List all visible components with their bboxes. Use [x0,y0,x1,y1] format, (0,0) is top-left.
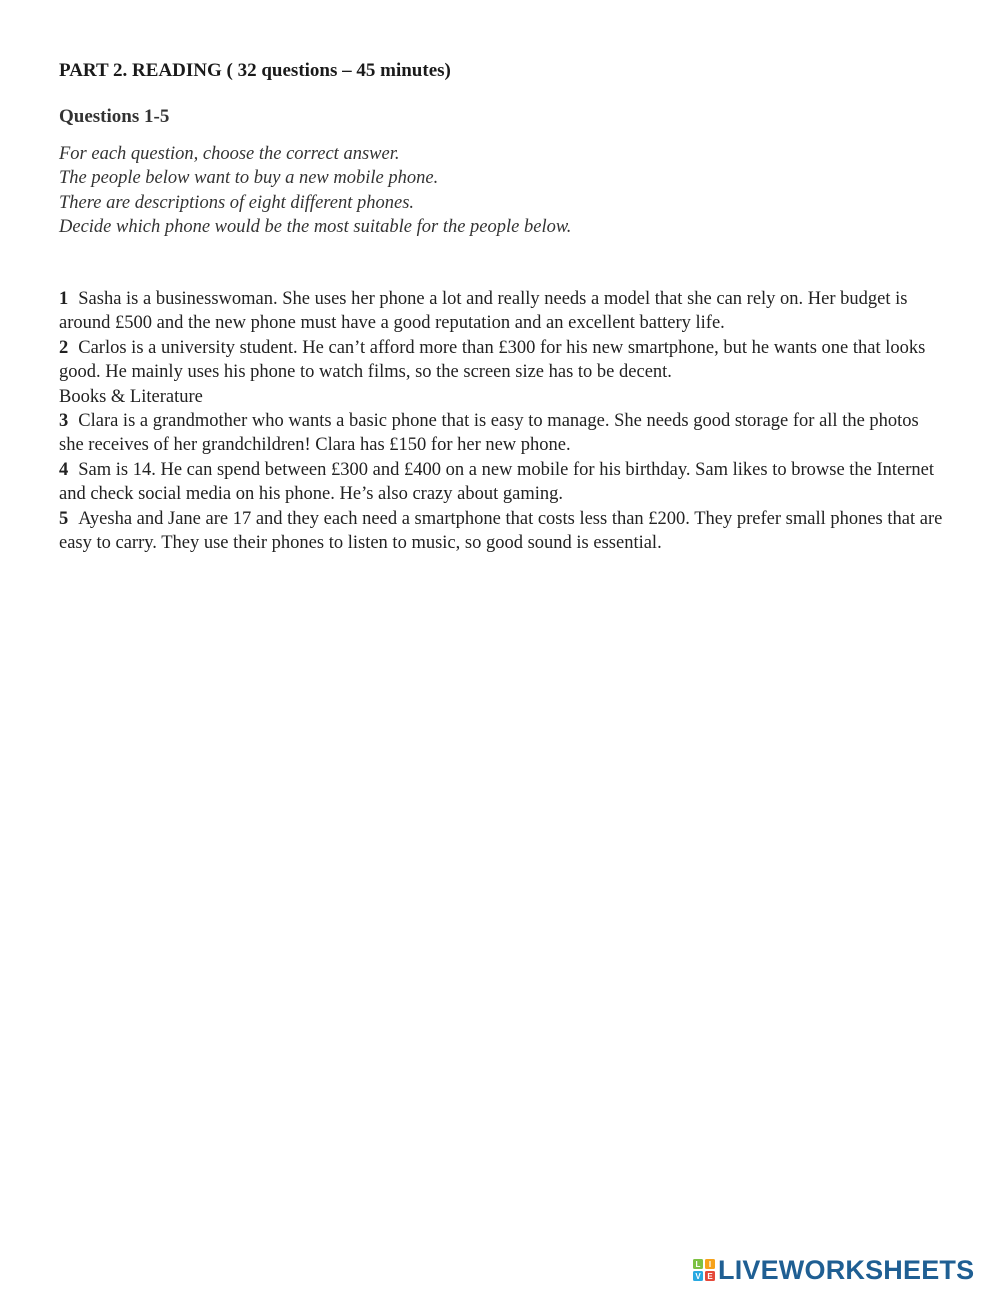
liveworksheets-logo-icon [692,1258,716,1282]
question-list [59,287,944,555]
question-text: Sasha is a businesswoman. She uses her phone a lot and really needs a model that she can rely on. Her budget is around £500 and the new phone must have a good reputation and an excellent battery life. [59,289,908,334]
question-number: 1 [59,289,69,309]
instructions [59,142,571,239]
logo-letter-l: L [695,1260,701,1269]
question-1 [59,287,944,336]
instruction-line: For each question, choose the correct answer. [59,144,400,164]
question-text: Sam is 14. He can spend between £300 and £400 on a new mobile for his birthday. Sam likes to browse the Internet and check social media on his phone. He’s also crazy about gaming. [59,459,935,505]
stray-text-line: Books & Literature [59,386,203,407]
instruction-line: There are descriptions of eight different phones. [59,192,415,213]
brand-name: LIVEWORKSHEETS [718,1254,975,1285]
question-number: 3 [59,411,69,432]
question-number: 2 [59,337,69,358]
liveworksheets-brand [692,1255,974,1285]
instruction-line: The people below want to buy a new mobile phone. [59,168,439,189]
question-text: Carlos is a university student. He can’t afford more than £300 for his new smartphone, but he wants one that looks good. He mainly uses his phone to watch films, so the screen size has to be decent. [59,337,926,383]
question-number: 5 [59,508,69,529]
question-2 [59,336,944,409]
logo-letter-v: V [695,1272,701,1281]
question-text: Clara is a grandmother who wants a basic phone that is easy to manage. She needs good storage for all the photos she receives of her grandchildren! Clara has £150 for her new phone. [59,411,919,456]
instruction-line: Decide which phone would be the most suitable for the people below. [59,216,572,237]
question-number: 4 [59,459,69,480]
logo-letter-i: I [708,1260,712,1269]
question-4 [59,458,944,507]
logo-letter-e: E [707,1272,713,1281]
page-title: PART 2. READING ( 32 questions – 45 minutes) [59,60,451,81]
section-title: Questions 1-5 [59,106,170,127]
question-text: Ayesha and Jane are 17 and they each need a smartphone that costs less than £200. They prefer small phones that are easy to carry. They use their phones to listen to music, so good sound is essential. [59,508,943,554]
question-5 [59,507,944,556]
question-3 [59,409,944,458]
